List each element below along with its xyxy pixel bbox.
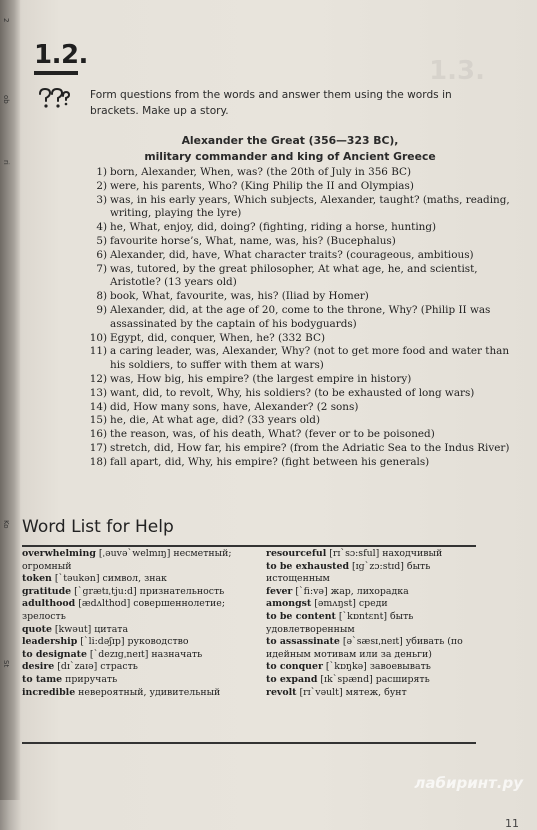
question-item xyxy=(86,456,511,470)
question-text: want, did, to revolt, Why, his soldiers? (to be exhausted of long wars) xyxy=(110,386,475,399)
question-number: 13) xyxy=(89,386,107,399)
word-term: gratitude xyxy=(22,585,72,597)
word-definition: [ˋdezɪgˌneɪt] назначать xyxy=(86,648,203,660)
question-number: 12) xyxy=(89,372,107,385)
word-term: to tame xyxy=(22,673,63,685)
word-term: desire xyxy=(22,661,55,673)
word-definition: [ædʌlthʊd] совершеннолетие; зрелость xyxy=(22,598,225,622)
section-number: 1.2. xyxy=(34,40,88,70)
question-text: were, his parents, Who? (King Philip the II and Olympias) xyxy=(110,179,414,192)
question-item xyxy=(86,249,511,263)
word-term: amongst xyxy=(266,598,312,610)
question-item xyxy=(86,428,511,442)
divider xyxy=(22,545,476,547)
word-term: leadership xyxy=(22,636,78,648)
question-number: 17) xyxy=(89,441,107,454)
question-item xyxy=(86,442,511,456)
word-definition: [kwəut] цитата xyxy=(51,623,129,635)
word-list-right-column xyxy=(266,548,476,699)
section-underline xyxy=(34,71,78,75)
word-term: to designate xyxy=(22,648,87,660)
question-item xyxy=(86,235,511,249)
spine-fragment: 2 xyxy=(2,18,10,23)
question-item xyxy=(86,373,511,387)
question-item xyxy=(86,345,511,373)
question-item xyxy=(86,221,511,235)
word-entry xyxy=(266,561,476,586)
word-entry xyxy=(266,636,476,661)
spine-fragment: St xyxy=(2,660,10,668)
question-item xyxy=(86,304,511,332)
question-text: did, How many sons, have, Alexander? (2 sons) xyxy=(110,400,359,413)
word-definition: [rɪˋsɔ:sful] находчивый xyxy=(326,548,443,559)
question-number: 3) xyxy=(96,193,107,206)
question-text: a caring leader, was, Alexander, Why? (not to get more food and water than his soldiers, to suffer with them at wars) xyxy=(110,345,510,372)
question-text: Alexander, did, have, What character traits? (courageous, ambitious) xyxy=(110,248,474,261)
word-entry xyxy=(266,661,476,674)
word-list-heading: Word List for Help xyxy=(22,517,174,537)
question-text: book, What, favourite, was, his? (Iliad by Homer) xyxy=(110,290,369,303)
word-term: token xyxy=(22,573,52,585)
word-entry xyxy=(22,598,260,623)
spine-fragment: ob xyxy=(2,95,10,104)
question-number: 4) xyxy=(96,221,107,234)
question-item xyxy=(86,194,511,222)
question-number: 9) xyxy=(96,303,107,316)
question-number: 16) xyxy=(89,428,107,441)
word-definition: [ˋfi:və] жар, лихорадка xyxy=(292,585,409,597)
word-definition: [əmʌŋst] среди xyxy=(311,598,388,610)
word-term: adulthood xyxy=(22,598,76,610)
word-entry xyxy=(22,649,260,662)
word-term: fever xyxy=(266,585,293,597)
question-item xyxy=(86,387,511,401)
word-term: to assassinate xyxy=(266,636,340,648)
question-text: favourite horse’s, What, name, was, his? (Bucephalus) xyxy=(110,234,396,247)
word-entry xyxy=(266,687,476,700)
spine-fragment: Ko xyxy=(2,520,10,529)
exercise-instruction: Form questions from the words and answer them using the words in brackets. Make up a story. xyxy=(90,89,452,117)
word-entry xyxy=(22,573,260,586)
question-text: Egypt, did, conquer, When, he? (332 BC) xyxy=(110,331,326,344)
page-number: 11 xyxy=(505,817,519,830)
word-term: resourceful xyxy=(266,548,327,559)
question-number: 5) xyxy=(96,234,107,247)
show-through-number: 1.3. xyxy=(429,56,485,86)
question-text: was, tutored, by the great philosopher, At what age, he, and scientist, Aristotle? (13 years old) xyxy=(110,262,478,289)
question-number: 10) xyxy=(89,331,107,344)
word-list-left-column xyxy=(22,548,260,699)
word-entry xyxy=(266,548,476,561)
word-term: incredible xyxy=(22,686,76,698)
question-item xyxy=(86,263,511,291)
word-entry xyxy=(22,548,260,573)
word-term: to be content xyxy=(266,610,336,622)
word-entry xyxy=(22,674,260,687)
question-number: 1) xyxy=(96,166,107,178)
word-term: overwhelming xyxy=(22,548,96,559)
word-entry xyxy=(266,674,476,687)
watermark-stamp: лабиринт.ру xyxy=(414,774,523,792)
word-entry xyxy=(22,586,260,599)
question-number: 7) xyxy=(96,262,107,275)
question-item xyxy=(86,332,511,346)
book-spine-shadow xyxy=(0,0,20,800)
word-definition: [ˋgrætɪˌtju:d] признательность xyxy=(71,585,225,597)
question-item xyxy=(86,414,511,428)
word-term: quote xyxy=(22,623,52,635)
question-text: he, What, enjoy, did, doing? (fighting, riding a horse, hunting) xyxy=(110,221,437,234)
question-item xyxy=(86,180,511,194)
question-text: Alexander, did, at the age of 20, come to the throne, Why? (Philip II was assassinated by the captain of his bodyguards) xyxy=(110,303,491,330)
word-entry xyxy=(22,661,260,674)
word-definition: [ɪkˋspænd] расширять xyxy=(317,673,430,685)
question-text: he, die, At what age, did? (33 years old) xyxy=(110,414,321,427)
question-number: 6) xyxy=(96,248,107,261)
spine-fragment: ri xyxy=(2,160,10,165)
question-number: 11) xyxy=(89,345,107,358)
title-line: military commander and king of Ancient Greece xyxy=(144,150,436,163)
word-entry xyxy=(266,611,476,636)
title-line: Alexander the Great (356—323 BC), xyxy=(181,134,399,147)
question-text: was, in his early years, Which subjects, Alexander, taught? (maths, reading, writing, playing the lyre) xyxy=(110,193,510,220)
word-entry xyxy=(266,598,476,611)
word-definition: [ˌəuvəˋwelmɪŋ] несметный; огромный xyxy=(22,548,232,572)
question-list xyxy=(86,166,511,470)
word-term: revolt xyxy=(266,686,297,698)
word-entry xyxy=(22,636,260,649)
word-definition: [ˋkɒntɛnt] быть удовлетворенным xyxy=(266,610,414,635)
word-definition: [ˋtəukən] символ, знак xyxy=(51,573,167,585)
word-definition: [rɪˋvəult] мятеж, бунт xyxy=(296,686,407,698)
word-definition: [dɪˋzaɪə] страсть xyxy=(54,661,138,673)
word-entry xyxy=(266,586,476,599)
question-item xyxy=(86,290,511,304)
question-item xyxy=(86,401,511,415)
question-item xyxy=(86,166,511,180)
word-term: to expand xyxy=(266,673,318,685)
question-number: 8) xyxy=(96,290,107,303)
word-definition: [ˋli:dəʃɪp] руководство xyxy=(77,636,189,648)
question-text: born, Alexander, When, was? (the 20th of July in 356 BC) xyxy=(110,166,412,178)
question-number: 18) xyxy=(89,455,107,468)
question-number: 2) xyxy=(96,179,107,192)
word-term: to conquer xyxy=(266,661,323,673)
thinking-question-icon xyxy=(36,86,70,110)
word-definition: приручать xyxy=(62,673,118,685)
divider xyxy=(22,742,476,744)
question-text: stretch, did, How far, his empire? (from the Adriatic Sea to the Indus River) xyxy=(110,441,510,454)
question-number: 15) xyxy=(89,414,107,427)
word-definition: [ˋkɒŋkə] завоевывать xyxy=(322,661,431,673)
question-text: the reason, was, of his death, What? (fever or to be poisoned) xyxy=(110,428,435,441)
word-definition: [əˋsæsɪˌneɪt] убивать (по идейным мотивам или за деньги) xyxy=(266,636,463,660)
question-text: fall apart, did, Why, his empire? (fight between his generals) xyxy=(110,455,430,468)
word-definition: [ɪgˋzɔ:stɪd] быть истощенным xyxy=(266,560,431,585)
text-title xyxy=(110,133,470,165)
question-text: was, How big, his empire? (the largest empire in history) xyxy=(110,372,412,385)
word-entry xyxy=(22,624,260,637)
question-number: 14) xyxy=(89,400,107,413)
word-definition: невероятный, удивительный xyxy=(75,686,221,698)
word-entry xyxy=(22,687,260,700)
word-term: to be exhausted xyxy=(266,560,350,572)
